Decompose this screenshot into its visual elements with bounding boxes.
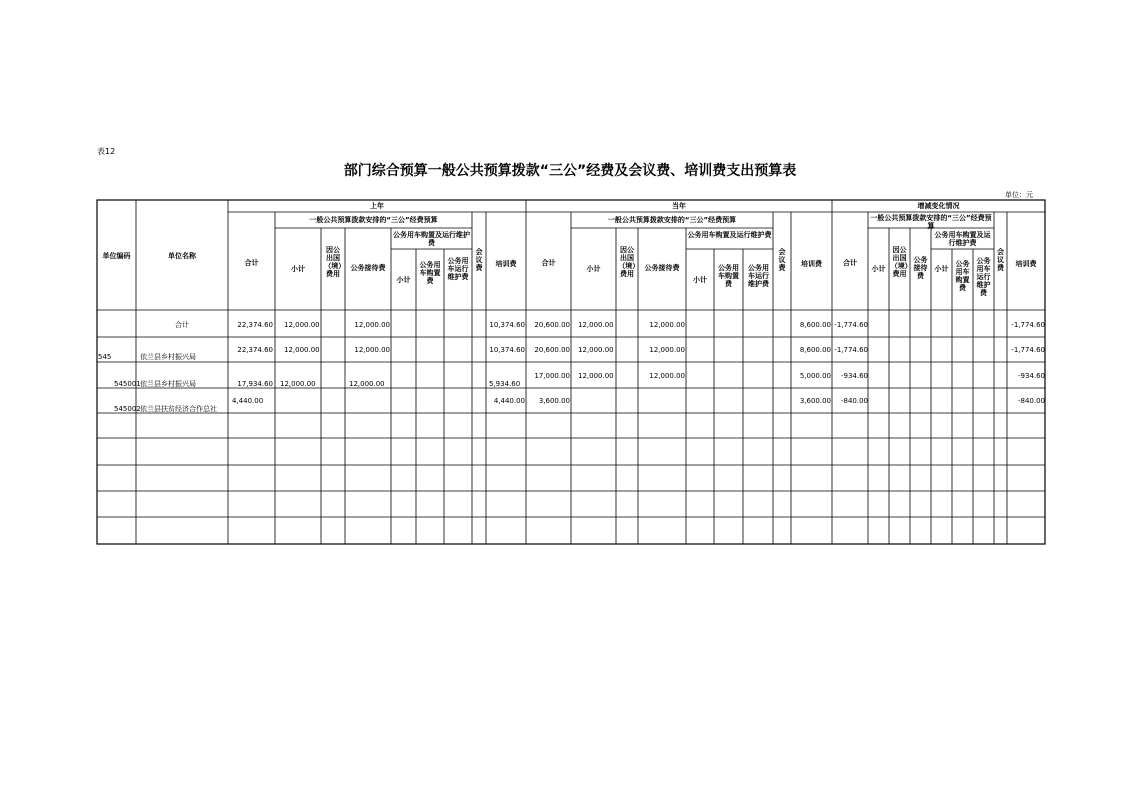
row-name: 合计 bbox=[175, 321, 189, 329]
prev-total: 22,374.60 bbox=[237, 346, 273, 354]
curr-total: 17,000.00 bbox=[534, 372, 570, 380]
header-curr-vehicle-purchase: 公务用车购置费 bbox=[718, 264, 739, 288]
header-change: 增减变化情况 bbox=[917, 202, 960, 210]
row-code: 545001 bbox=[114, 380, 141, 388]
table-tag: 表12 bbox=[97, 147, 116, 156]
chg-training: -840.00 bbox=[1017, 397, 1045, 405]
header-curr-subtotal: 小计 bbox=[586, 265, 601, 273]
prev-training: 10,374.60 bbox=[489, 346, 525, 354]
header-chg-sangong: 一般公共预算拨款安排的“三公”经费预算 bbox=[870, 214, 992, 230]
header-chg-subtotal: 小计 bbox=[871, 265, 886, 273]
header-chg-reception: 公务接待费 bbox=[913, 256, 928, 280]
header-curr-meeting: 会议费 bbox=[778, 248, 786, 272]
curr-total: 3,600.00 bbox=[538, 397, 570, 405]
prev-reception: 12,000.00 bbox=[354, 321, 390, 329]
header-chg-vehicle-subtotal: 小计 bbox=[934, 265, 949, 273]
header-curr-vehicle-operation: 公务用车运行维护费 bbox=[748, 264, 769, 288]
curr-subtotal: 12,000.00 bbox=[578, 321, 614, 329]
chg-total: -934.60 bbox=[840, 372, 868, 380]
prev-training: 4,440.00 bbox=[493, 397, 525, 405]
curr-reception: 12,000.00 bbox=[649, 346, 685, 354]
header-curr-abroad: 因公出国（境）费用 bbox=[618, 246, 636, 278]
row-name: 依兰县扶贫经济合作总社 bbox=[140, 405, 217, 413]
curr-subtotal: 12,000.00 bbox=[578, 372, 614, 380]
header-prev-vehicle: 公务用车购置及运行维护费 bbox=[393, 231, 470, 247]
curr-training: 8,600.00 bbox=[799, 346, 831, 354]
header-chg-vehicle: 公务用车购置及运行维护费 bbox=[934, 231, 991, 247]
prev-reception: 12,000.00 bbox=[349, 380, 385, 388]
curr-training: 5,000.00 bbox=[799, 372, 831, 380]
curr-subtotal: 12,000.00 bbox=[578, 346, 614, 354]
prev-subtotal: 12,000.00 bbox=[284, 321, 320, 329]
chg-total: -1,774.60 bbox=[834, 346, 868, 354]
header-chg-abroad: 因公出国（境）费用 bbox=[890, 246, 909, 278]
header-prev-vehicle-subtotal: 小计 bbox=[396, 276, 411, 284]
chg-training: -1,774.60 bbox=[1011, 321, 1045, 329]
row-code: 545 bbox=[98, 353, 112, 361]
unit-label: 单位：元 bbox=[1005, 191, 1033, 199]
curr-total: 20,600.00 bbox=[534, 321, 570, 329]
header-unit-code: 单位编码 bbox=[102, 252, 131, 260]
header-prev-training: 培训费 bbox=[495, 260, 517, 268]
header-unit-name: 单位名称 bbox=[168, 252, 196, 260]
row-name: 依兰县乡村振兴局 bbox=[140, 353, 196, 361]
chg-training: -934.60 bbox=[1017, 372, 1045, 380]
row-name: 依兰县乡村振兴局 bbox=[140, 380, 196, 388]
prev-total: 17,934.60 bbox=[237, 380, 273, 388]
prev-training: 5,934.60 bbox=[489, 380, 521, 388]
page-title: 部门综合预算一般公共预算拨款“三公”经费及会议费、培训费支出预算表 bbox=[343, 163, 797, 179]
header-prev-meeting: 会议费 bbox=[475, 248, 483, 272]
header-curr-vehicle: 公务用车购置及运行维护费 bbox=[687, 231, 772, 239]
prev-reception: 12,000.00 bbox=[354, 346, 390, 354]
header-chg-vehicle-purchase: 公务用车购置费 bbox=[955, 260, 970, 292]
header-curr-reception: 公务接待费 bbox=[644, 264, 680, 272]
header-curr-sangong: 一般公共预算拨款安排的“三公”经费预算 bbox=[607, 216, 737, 224]
header-chg-meeting: 会议费 bbox=[997, 248, 1004, 272]
chg-total: -1,774.60 bbox=[834, 321, 868, 329]
prev-subtotal: 12,000.00 bbox=[280, 380, 316, 388]
header-prev-reception: 公务接待费 bbox=[350, 264, 386, 272]
header-prev-vehicle-purchase: 公务用车购置费 bbox=[419, 261, 441, 285]
header-curr-year: 当年 bbox=[672, 202, 686, 210]
header-prev-subtotal: 小计 bbox=[291, 265, 305, 273]
curr-reception: 12,000.00 bbox=[649, 372, 685, 380]
header-chg-training: 培训费 bbox=[1015, 260, 1037, 268]
header-chg-total: 合计 bbox=[843, 259, 857, 267]
header-prev-sangong: 一般公共预算拨款安排的“三公”经费预算 bbox=[309, 216, 438, 224]
header-curr-total: 合计 bbox=[541, 259, 556, 267]
header-chg-vehicle-operation: 公务用车运行维护费 bbox=[976, 257, 991, 297]
header-prev-vehicle-operation: 公务用车运行维护费 bbox=[447, 257, 469, 281]
prev-total: 4,440.00 bbox=[232, 397, 264, 405]
curr-total: 20,600.00 bbox=[534, 346, 570, 354]
prev-training: 10,374.60 bbox=[489, 321, 525, 329]
prev-subtotal: 12,000.00 bbox=[284, 346, 320, 354]
chg-total: -840.00 bbox=[840, 397, 868, 405]
curr-training: 3,600.00 bbox=[799, 397, 831, 405]
header-curr-training: 培训费 bbox=[801, 260, 822, 268]
header-prev-abroad: 因公出国（境）费用 bbox=[324, 246, 342, 278]
chg-training: -1,774.60 bbox=[1011, 346, 1045, 354]
row-code: 545002 bbox=[114, 405, 141, 413]
header-prev-total: 合计 bbox=[244, 259, 259, 267]
prev-total: 22,374.60 bbox=[237, 321, 273, 329]
curr-reception: 12,000.00 bbox=[649, 321, 685, 329]
header-prev-year: 上年 bbox=[370, 202, 384, 210]
curr-training: 8,600.00 bbox=[799, 321, 831, 329]
header-curr-vehicle-subtotal: 小计 bbox=[693, 276, 707, 284]
